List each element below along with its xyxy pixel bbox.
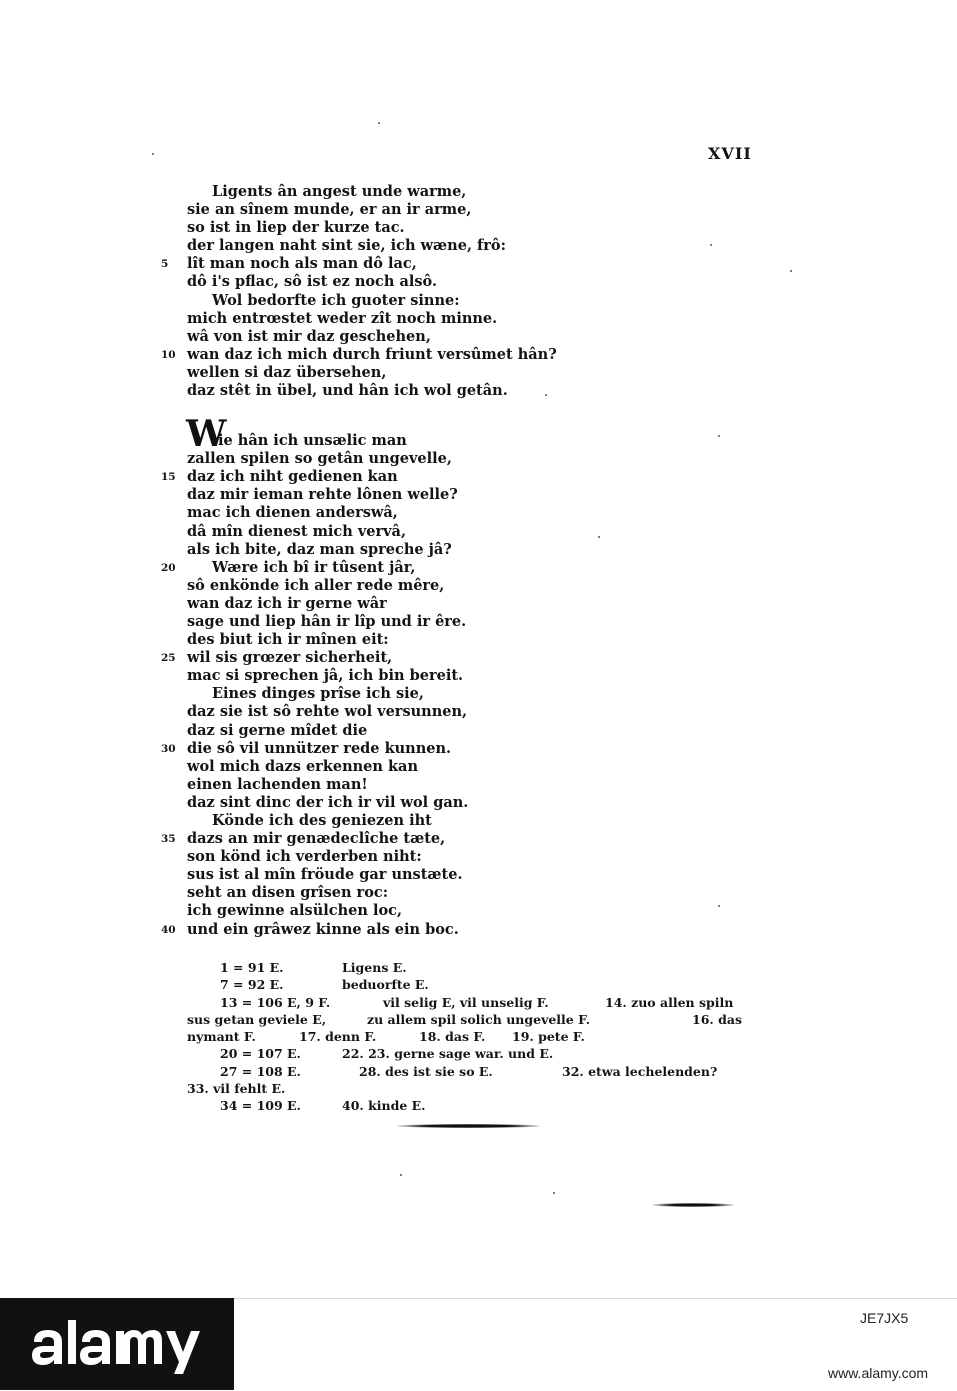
verse-text: daz sint dinc der ich ir vil wol gan. [187, 793, 469, 811]
alamy-logo [0, 1298, 234, 1390]
print-speck [378, 122, 380, 124]
verse-text: Eines dinges prîse ich sie, [212, 685, 424, 703]
verse-text: sô enkönde ich aller rede mêre, [187, 576, 445, 594]
verse-text: dô i's pflac, sô ist ez noch alsô. [187, 273, 437, 291]
line-number: 40 [161, 923, 176, 936]
footnote-segment: 40. kinde E. [342, 1098, 426, 1114]
poem-stanza-group-2 [161, 450, 727, 939]
line-number: 15 [161, 471, 176, 484]
verse-line [187, 201, 727, 219]
footnote-line [187, 1045, 767, 1062]
print-speck [718, 905, 720, 907]
verse-text: Wol bedorfte ich guoter sinne: [212, 291, 460, 309]
verse-text: und ein grâwez kinne als ein boc. [187, 920, 459, 938]
line-number: 25 [161, 652, 176, 665]
verse-text: so ist in liep der kurze tac. [187, 219, 405, 237]
poem-text [161, 183, 727, 939]
verse-text: lît man noch als man dô lac, [187, 255, 417, 273]
verse-line [187, 631, 727, 649]
verse-text: der langen naht sint sie, ich wæne, frô: [187, 237, 506, 255]
verse-line [187, 812, 727, 830]
stock-image-id: JE7JX5 [860, 1310, 909, 1326]
footnote-segment: nymant F. [187, 1029, 256, 1045]
verse-line [187, 667, 727, 685]
print-speck [790, 270, 792, 272]
footnote-segment: 13 = 106 E, 9 F. [220, 994, 331, 1010]
footnote-segment: 7 = 92 E. [220, 977, 284, 993]
footnote-segment: 28. des ist sie so E. [359, 1063, 493, 1079]
verse-text: dâ mîn dienest mich vervâ, [187, 522, 407, 540]
verse-text: des biut ich ir mînen eit: [187, 631, 389, 649]
footnote-line [187, 1080, 767, 1097]
footnote-line [187, 1028, 767, 1045]
verse-text: mac si sprechen jâ, ich bin bereit. [187, 667, 464, 685]
footnote-segment: 27 = 108 E. [220, 1063, 301, 1079]
footnote-segment: 34 = 109 E. [220, 1098, 301, 1114]
verse-text: einen lachenden man! [187, 775, 368, 793]
footnote-segment: 16. das [692, 1011, 742, 1027]
verse-line [161, 558, 727, 577]
ornamental-rule-small [652, 1203, 734, 1207]
footnote-segment: 33. vil fehlt E. [187, 1081, 286, 1097]
print-speck [152, 153, 154, 155]
verse-line [187, 685, 727, 703]
verse-text: daz stêt in übel, und hân ich wol getân. [187, 382, 508, 400]
verse-text: wan daz ich ir gerne wâr [187, 594, 387, 612]
print-speck [545, 394, 547, 396]
verse-line [161, 649, 727, 667]
ornamental-rule [397, 1124, 540, 1128]
verse-text: wellen si daz übersehen, [187, 363, 387, 381]
verse-line [187, 613, 727, 631]
footnote-segment: 22. 23. gerne sage war. und E. [342, 1046, 554, 1062]
footnote-segment: 17. denn F. [299, 1029, 377, 1045]
verse-line [187, 450, 727, 468]
verse-text: zallen spilen so getân ungevelle, [187, 450, 452, 468]
footnote-segment: 14. zuo allen spiln [605, 994, 734, 1010]
print-speck [553, 1192, 555, 1194]
verse-text: wol mich dazs erkennen kan [187, 757, 418, 775]
verse-text: son könd ich verderben niht: [187, 848, 422, 866]
print-speck [718, 435, 720, 437]
verse-line [187, 703, 727, 721]
footnote-segment: sus getan geviele E, [187, 1011, 327, 1027]
verse-text: Wære ich bî ir tûsent jâr, [212, 558, 416, 576]
footnotes [187, 959, 767, 1115]
verse-text: wâ von ist mir daz geschehen, [187, 327, 431, 345]
verse-text: seht an disen grîsen roc: [187, 884, 389, 902]
verse-line [187, 237, 727, 255]
verse-text: mich entrœstet weder zît noch minne. [187, 309, 498, 327]
verse-line [187, 541, 727, 559]
verse-line [187, 364, 727, 382]
line-number: 5 [161, 258, 169, 271]
verse-text: Ligents ân angest unde warme, [212, 183, 467, 200]
line-number: 35 [161, 833, 176, 846]
verse-text: mac ich dienen anderswâ, [187, 504, 398, 522]
verse-text: daz sie ist sô rehte wol versunnen, [187, 703, 468, 721]
verse-line [161, 920, 727, 939]
verse-line [187, 486, 727, 504]
stock-site-url: www.alamy.com [828, 1365, 929, 1381]
initial-line [186, 413, 727, 456]
footnote-line [187, 1011, 767, 1028]
verse-text: sie an sînem munde, er an ir arme, [187, 201, 472, 219]
verse-line [187, 328, 727, 346]
verse-line [187, 382, 727, 400]
footnote-line [187, 994, 767, 1011]
footnote-segment: vil selig E, vil unselig F. [383, 994, 549, 1010]
verse-line [187, 292, 727, 310]
verse-line [161, 739, 727, 758]
footnote-segment: 20 = 107 E. [220, 1046, 301, 1062]
verse-line [187, 902, 727, 920]
print-speck [710, 244, 712, 246]
stanza-gap [187, 400, 727, 420]
verse-text: daz ich niht gedienen kan [187, 468, 398, 486]
verse-line [187, 776, 727, 794]
verse-line [187, 504, 727, 522]
verse-line [187, 848, 727, 866]
verse-line [187, 523, 727, 541]
verse-text: dazs an mir genædeclîche tæte, [187, 830, 446, 848]
footnote-line [187, 959, 767, 976]
verse-line [187, 273, 727, 291]
verse-line [187, 577, 727, 595]
verse-line [187, 866, 727, 884]
initial-line-text: ie hân ich unsælic man [218, 432, 407, 450]
footnote-line [187, 1063, 767, 1080]
footnote-segment: 18. das F. [419, 1029, 486, 1045]
verse-line [187, 758, 727, 776]
poem-stanza-group-1 [161, 183, 727, 400]
verse-line [187, 595, 727, 613]
line-number: 20 [161, 561, 176, 574]
verse-line [187, 183, 727, 201]
verse-text: ich gewinne alsülchen loc, [187, 902, 403, 920]
verse-text: als ich bite, daz man spreche jâ? [187, 540, 452, 558]
footnote-line [187, 976, 767, 993]
print-speck [400, 1174, 402, 1176]
verse-line [161, 345, 727, 364]
footnote-segment: beduorfte E. [342, 977, 429, 993]
verse-line [187, 794, 727, 812]
footnote-segment: 19. pete F. [512, 1029, 585, 1045]
verse-text: sage und liep hân ir lîp und ir êre. [187, 612, 467, 630]
footnote-segment: 1 = 91 E. [220, 960, 284, 975]
footnote-line [187, 1097, 767, 1114]
verse-text: daz mir ieman rehte lônen welle? [187, 486, 458, 504]
alamy-logo-icon [20, 1312, 216, 1378]
footnote-segment: Ligens E. [342, 960, 407, 975]
verse-text: sus ist al mîn fröude gar unstæte. [187, 866, 463, 884]
verse-line [187, 884, 727, 902]
verse-line [161, 830, 727, 848]
footnote-segment: 32. etwa lechelenden? [562, 1063, 718, 1079]
verse-line [187, 310, 727, 328]
line-number: 30 [161, 742, 176, 755]
verse-text: die sô vil unnützer rede kunnen. [187, 739, 452, 757]
page-number: XVII [708, 144, 752, 163]
verse-text: Könde ich des geniezen iht [212, 812, 432, 829]
verse-text: wan daz ich mich durch friunt versûmet hân? [187, 345, 557, 363]
verse-line [187, 219, 727, 237]
verse-line [187, 722, 727, 740]
verse-text: daz si gerne mîdet die [187, 721, 368, 739]
print-speck [598, 536, 600, 538]
drop-cap-initial: W [186, 413, 227, 456]
line-number: 10 [161, 348, 176, 361]
verse-text: wil sis grœzer sicherheit, [187, 649, 393, 667]
footnote-segment: zu allem spil solich ungevelle F. [367, 1011, 591, 1027]
verse-line [161, 255, 727, 273]
verse-line [161, 468, 727, 486]
